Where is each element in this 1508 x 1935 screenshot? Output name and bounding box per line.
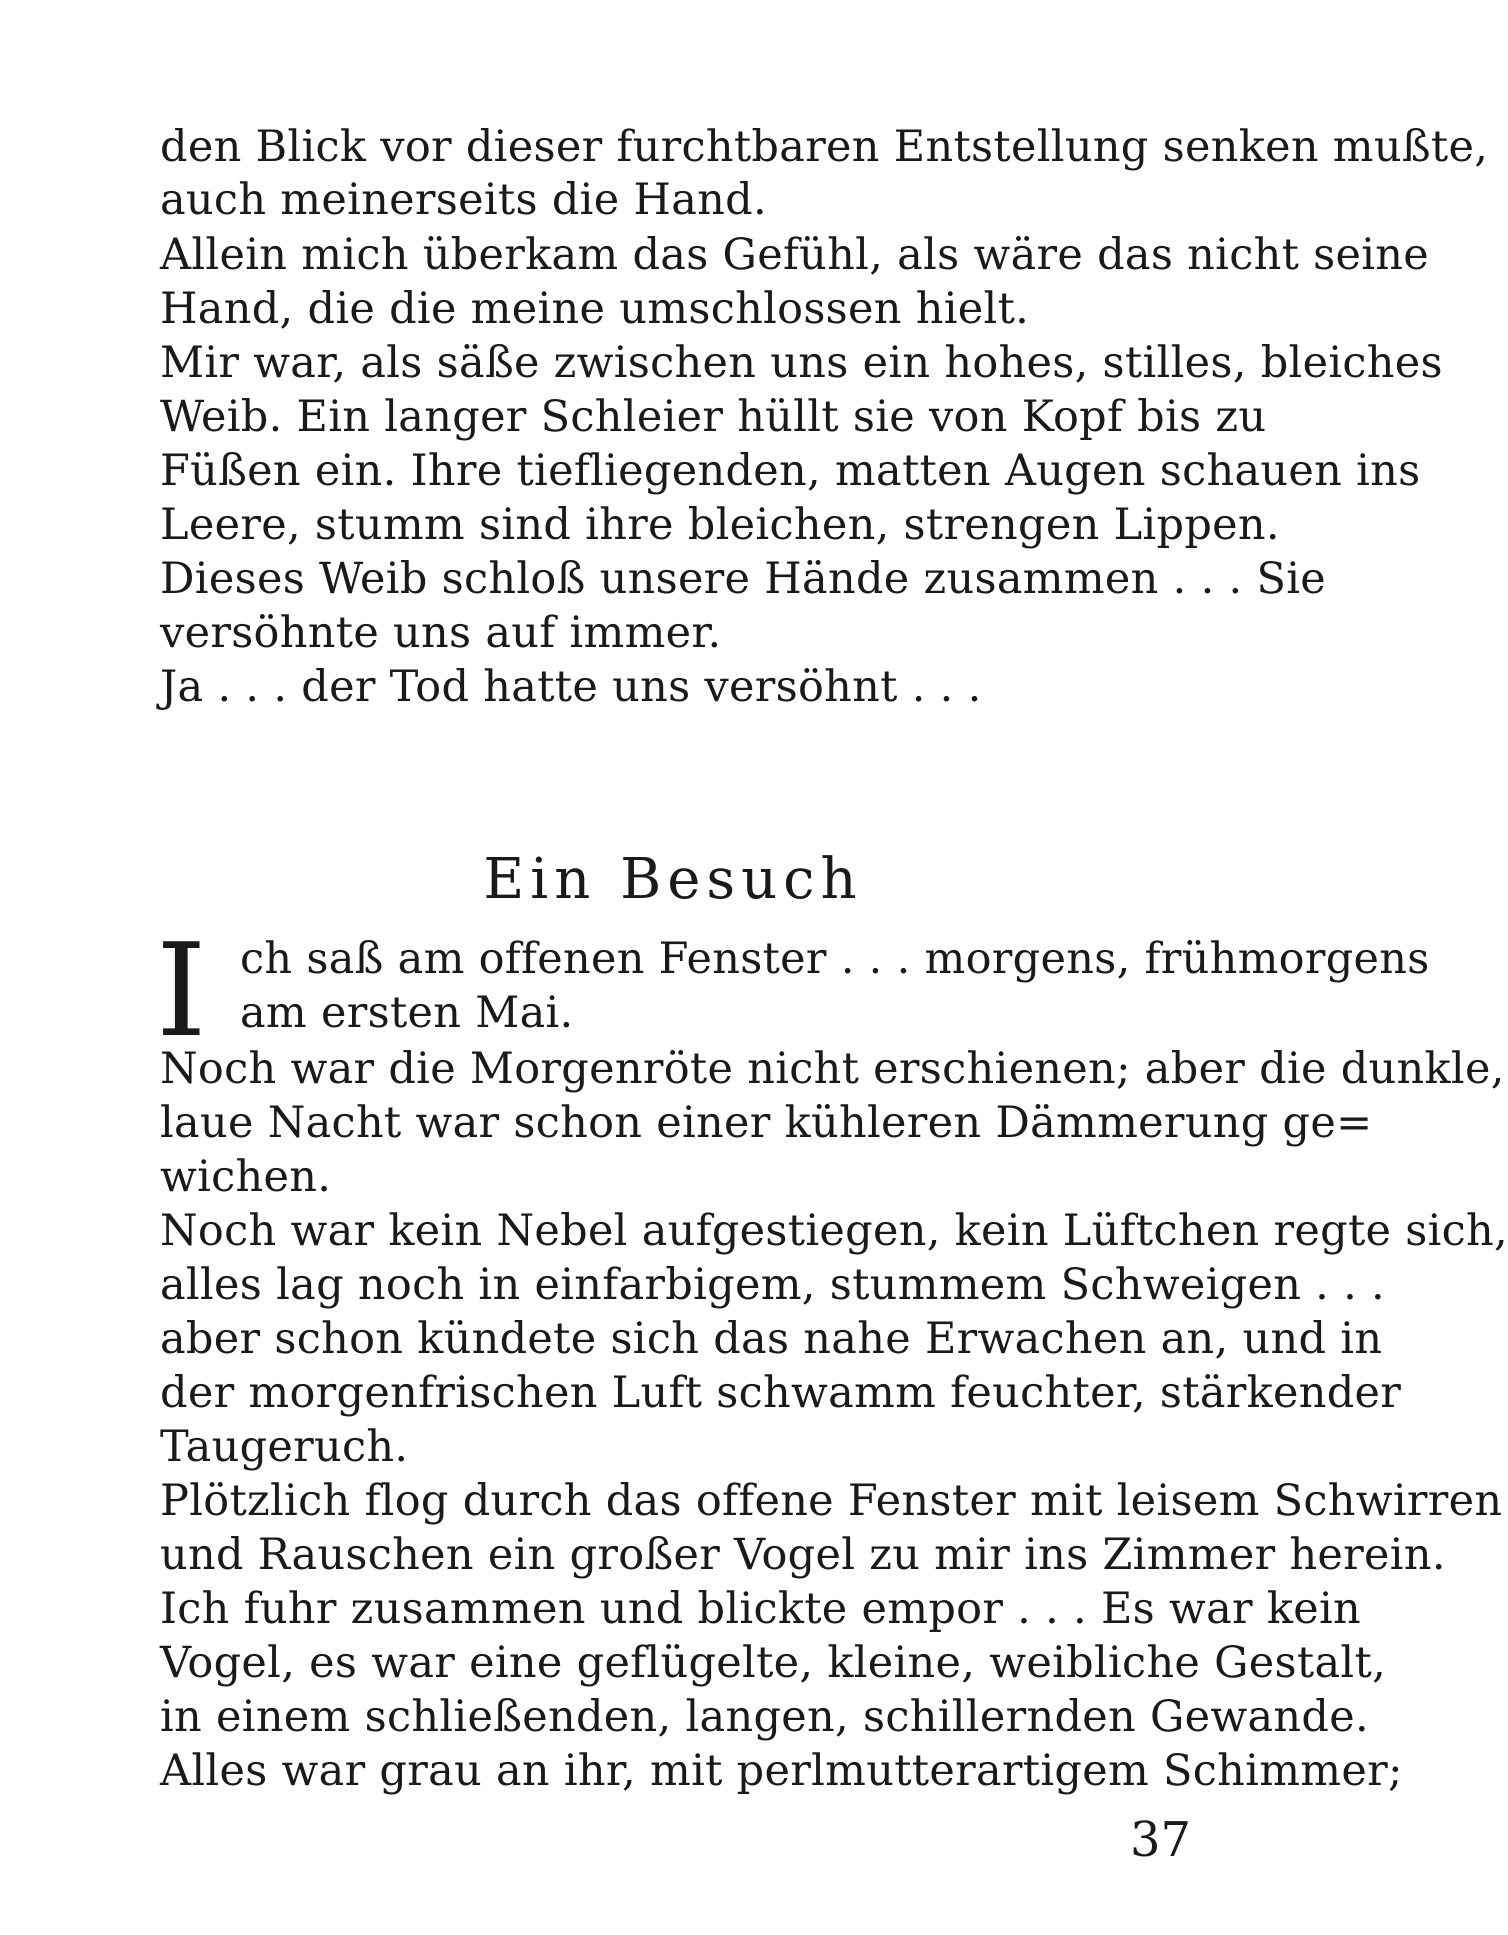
text-line: Taugeruch.	[160, 1422, 409, 1472]
text-line: Allein mich überkam das Gefühl, als wäre das nicht seine	[160, 230, 1430, 280]
text-line: Noch war die Morgenröte nicht erschienen; aber die dunkle,	[160, 1044, 1505, 1094]
text-line: Leere, stumm sind ihre bleichen, strengen Lippen.	[160, 500, 1280, 550]
text-line: Ja . . . der Tod hatte uns versöhnt . . .	[160, 662, 982, 712]
text-line: Weib. Ein langer Schleier hüllt sie von Kopf bis zu	[160, 392, 1267, 442]
text-line: Alles war grau an ihr, mit perlmutterartigem Schimmer;	[160, 1746, 1403, 1796]
text-line: und Rauschen ein großer Vogel zu mir ins Zimmer herein.	[160, 1530, 1446, 1580]
text-line: ch saß am offenen Fenster . . . morgens, frühmorgens	[240, 934, 1430, 984]
text-line: Plötzlich flog durch das offene Fenster mit leisem Schwirren	[160, 1476, 1503, 1526]
page-number: 37	[1130, 1812, 1192, 1868]
text-line: den Blick vor dieser furchtbaren Entstellung senken mußte,	[160, 122, 1489, 172]
text-line: der morgenfrischen Luft schwamm feuchter, stärkender	[160, 1368, 1402, 1418]
drop-cap: I	[156, 917, 207, 1066]
text-line: auch meinerseits die Hand.	[160, 175, 767, 225]
text-line: aber schon kündete sich das nahe Erwachen an, und in	[160, 1314, 1383, 1364]
text-line: Noch war kein Nebel aufgestiegen, kein Lüftchen regte sich,	[160, 1206, 1508, 1256]
text-line: wichen.	[160, 1152, 332, 1202]
text-line: am ersten Mai.	[240, 988, 574, 1038]
text-line: Mir war, als säße zwischen uns ein hohes, stilles, bleiches	[160, 338, 1443, 388]
text-line: in einem schließenden, langen, schillernden Gewande.	[160, 1692, 1369, 1742]
text-line: versöhnte uns auf immer.	[160, 608, 722, 658]
text-line: Dieses Weib schloß unsere Hände zusammen . . . Sie	[160, 554, 1327, 604]
text-line: Ich fuhr zusammen und blickte empor . . . Es war kein	[160, 1584, 1362, 1634]
text-line: Vogel, es war eine geflügelte, kleine, weibliche Gestalt,	[160, 1638, 1387, 1688]
text-line: alles lag noch in einfarbigem, stummem Schweigen . . .	[160, 1260, 1386, 1310]
section-heading: Ein Besuch	[483, 847, 863, 912]
text-line: Hand, die die meine umschlossen hielt.	[160, 284, 1030, 334]
text-line: laue Nacht war schon einer kühleren Dämmerung ge=	[160, 1098, 1373, 1148]
text-line: Füßen ein. Ihre tiefliegenden, matten Augen schauen ins	[160, 446, 1421, 496]
